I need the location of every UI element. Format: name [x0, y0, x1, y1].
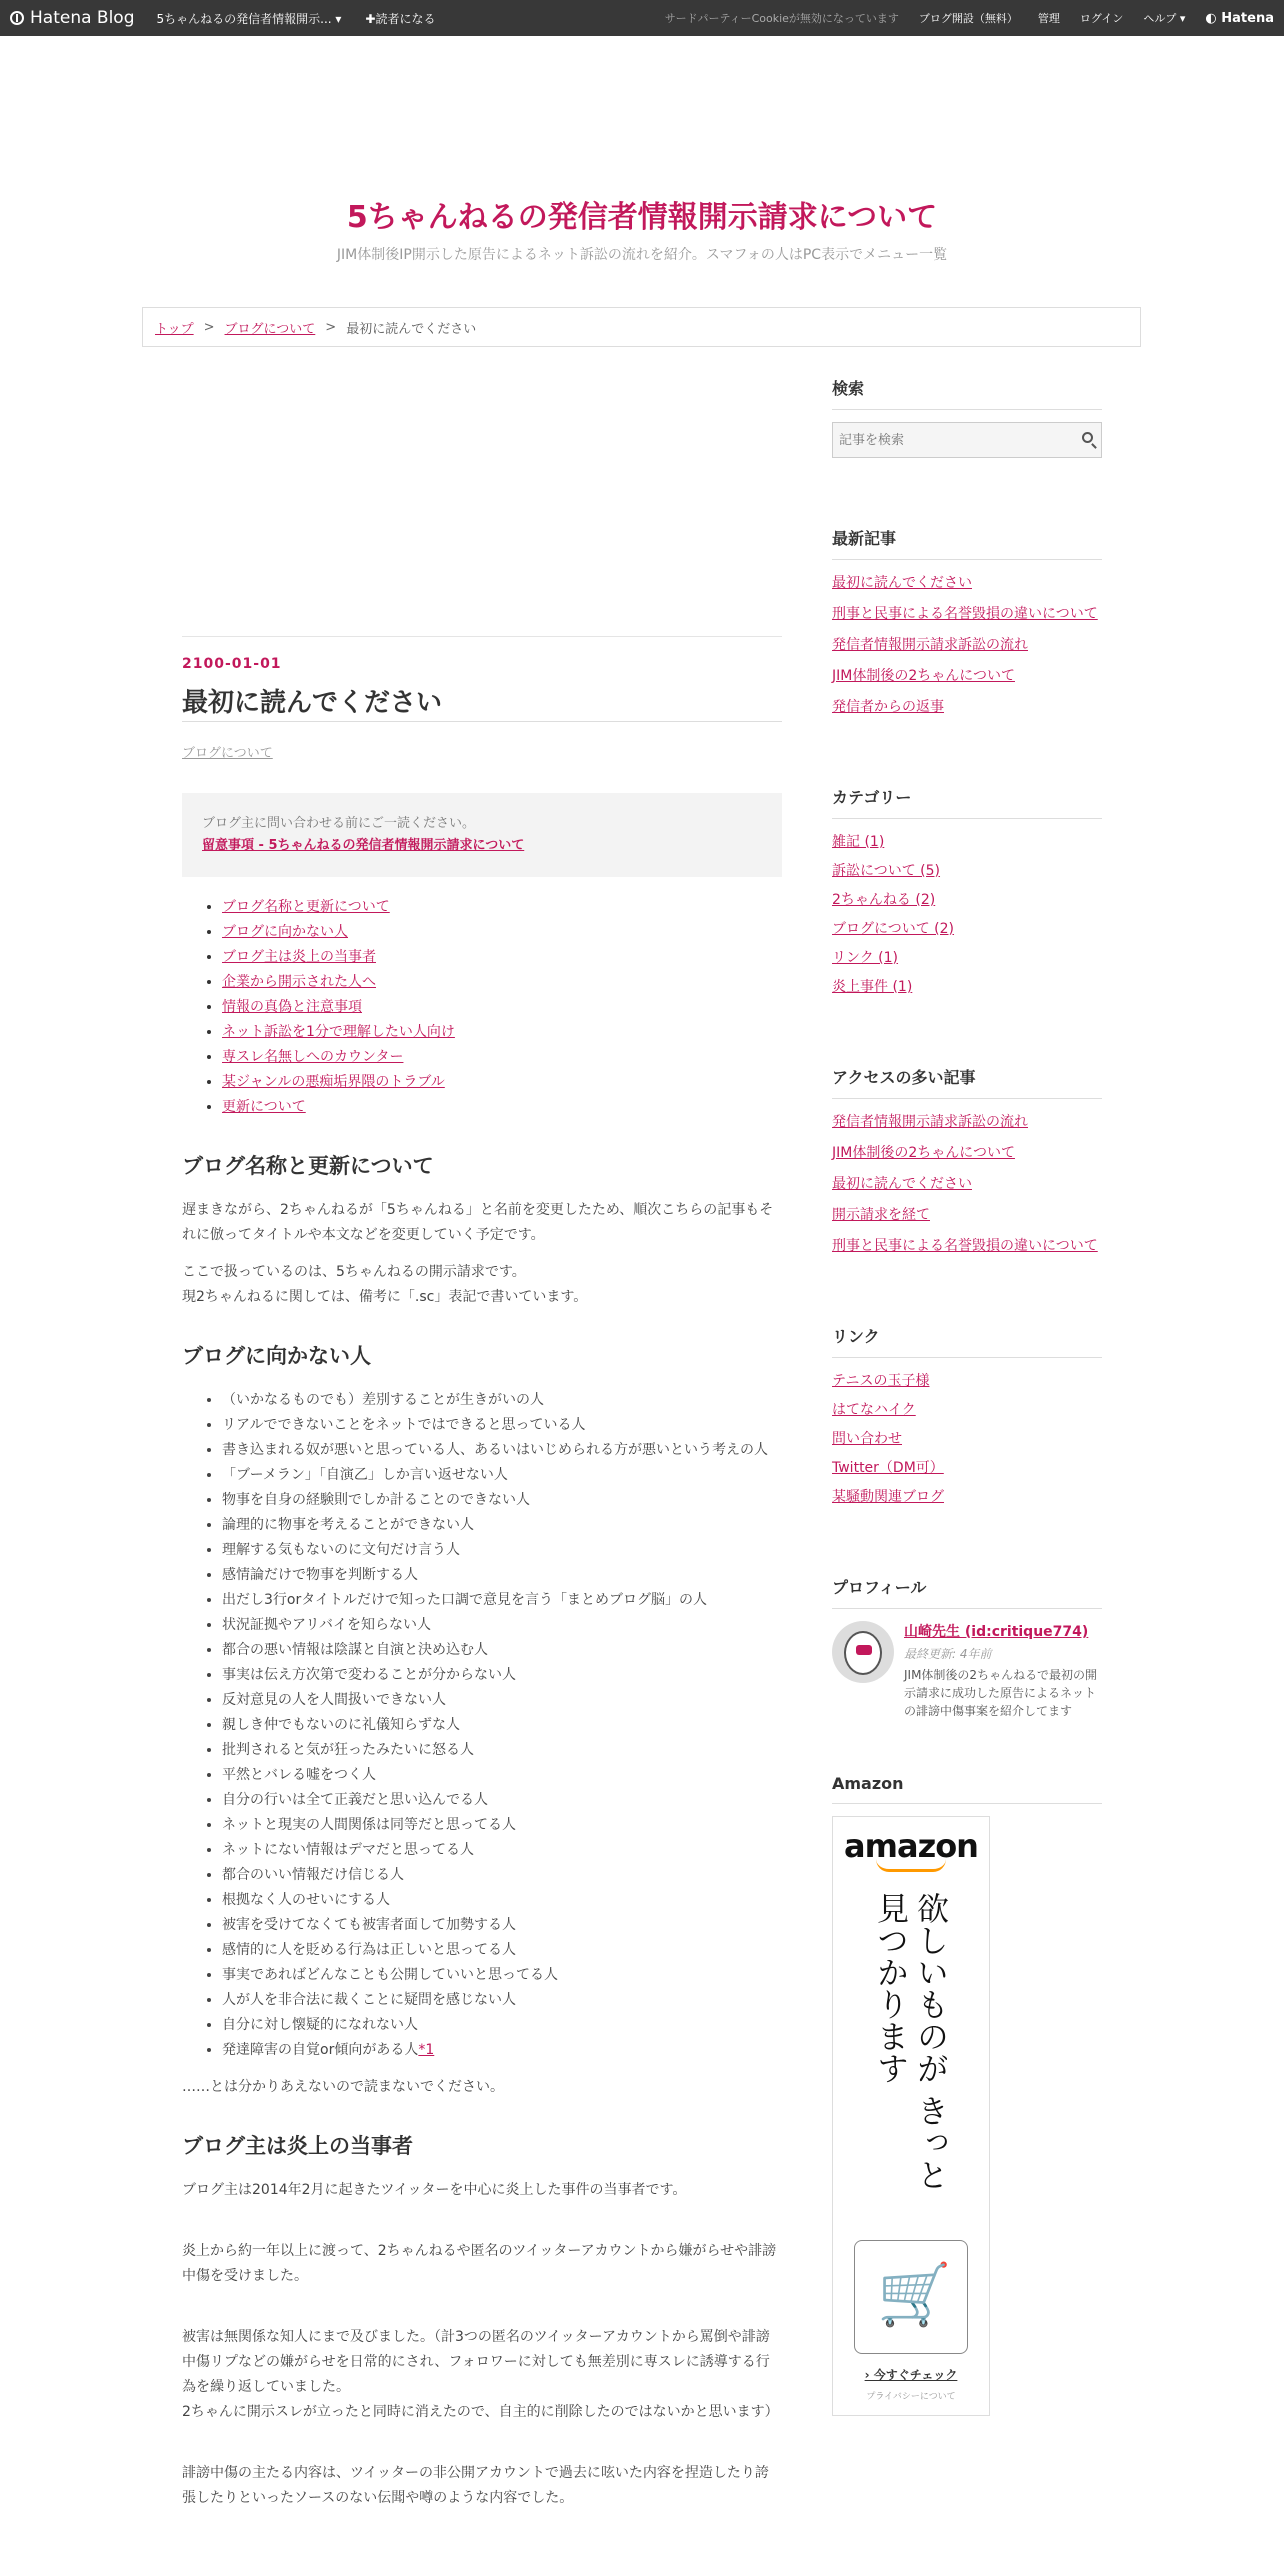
- external-link[interactable]: 問い合わせ: [832, 1431, 902, 1447]
- paragraph: ……とは分かりあえないので読まないでください。: [182, 2079, 504, 2095]
- module-title: Amazon: [832, 1774, 1102, 1804]
- toc-item: [222, 945, 782, 970]
- module-title: アクセスの多い記事: [832, 1065, 1102, 1099]
- popular-entry-link[interactable]: 最初に読んでください: [832, 1176, 972, 1192]
- notice-link[interactable]: 留意事項 - 5ちゃんねるの発信者情報開示請求について: [202, 838, 525, 853]
- cart-icon: [854, 2240, 968, 2354]
- hatena-blog-logo[interactable]: Hatena Blog: [10, 8, 135, 28]
- list-item: [832, 1235, 1102, 1258]
- recent-entry-link[interactable]: 刑事と民事による名誉毀損の違いについて: [832, 606, 1098, 622]
- search-input[interactable]: [833, 424, 1061, 456]
- category-link[interactable]: 訴訟について (5): [832, 863, 941, 879]
- blog-header: [0, 36, 1284, 263]
- blog-description: JIM体制後IP開示した原告によるネット訴訟の流れを紹介。スマフォの人はPC表示でメニュー一覧: [336, 247, 948, 263]
- toc-link[interactable]: 某ジャンルの悪痴垢界隈のトラブル: [222, 1074, 445, 1090]
- search-box: [832, 422, 1102, 458]
- list-item: • 事実は伝え方次第で変わることが分からない人: [222, 1663, 782, 1688]
- profile-description: JIM体制後の2ちゃんねるで最初の開示請求に成功した原告によるネットの誹謗中傷事案を紹介してます: [904, 1668, 1097, 1718]
- login-link[interactable]: ログイン: [1079, 12, 1124, 25]
- category-link[interactable]: リンク (1): [832, 950, 899, 966]
- list-item: • 物事を自身の経験則でしか計ることのできない人: [222, 1488, 782, 1513]
- list-item: • リアルでできないことをネットではできると思っている人: [222, 1413, 782, 1438]
- toc-link[interactable]: 専スレ名無しへのカウンター: [222, 1049, 404, 1065]
- profile-updated: 最終更新: 4年前: [904, 1647, 992, 1661]
- list-item: • 被害を受けてなくても被害者面して加勢する人: [222, 1913, 782, 1938]
- profile-card: [832, 1621, 1102, 1720]
- blog-menu-dropdown[interactable]: 5ちゃんねるの発信者情報開示... ▾: [156, 11, 342, 26]
- profile-module: [832, 1575, 1102, 1720]
- list-item: [832, 634, 1102, 657]
- toc-item: [222, 895, 782, 920]
- list-item: [832, 831, 1102, 854]
- list-item: • 都合の悪い情報は陰謀と自演と決め込む人: [222, 1638, 782, 1663]
- list-item: • 親しき仲でもないのに礼儀知らずな人: [222, 1713, 782, 1738]
- breadcrumb-separator: >: [325, 319, 337, 335]
- external-link[interactable]: テニスの玉子様: [832, 1373, 930, 1389]
- list-item: • 根拠なく人のせいにする人: [222, 1888, 782, 1913]
- list-item: [832, 947, 1102, 970]
- search-module: [832, 376, 1102, 458]
- list-item: • ネットにない情報はデマだと思ってる人: [222, 1838, 782, 1863]
- popular-entries-module: [832, 1065, 1102, 1258]
- list-item: [832, 1370, 1102, 1393]
- blog-title-link[interactable]: 5ちゃんねるの発信者情報開示請求について: [346, 200, 938, 235]
- list-item: [832, 889, 1102, 912]
- list-item: • 事実であればどんなことも公開していいと思ってる人: [222, 1963, 782, 1988]
- list-item: • 発達障害の自覚or傾向がある人*1: [222, 2038, 782, 2063]
- paragraph: 誹謗中傷の主たる内容は、ツイッターの非公開アカウントで過去に呟いた内容を捏造したり誇張したりといったソースのない伝聞や噂のような内容でした。: [182, 2465, 769, 2506]
- popular-entry-link[interactable]: JIM体制後の2ちゃんについて: [832, 1145, 1015, 1161]
- amazon-logo: amazon: [844, 1827, 978, 1865]
- list-item: [832, 1428, 1102, 1451]
- list-item: • 「ブーメラン」「自演乙」しか言い返せない人: [222, 1463, 782, 1488]
- list-item: [832, 572, 1102, 595]
- list-item: • 理解する気もないのに文句だけ言う人: [222, 1538, 782, 1563]
- recent-entry-link[interactable]: JIM体制後の2ちゃんについて: [832, 668, 1015, 684]
- list-item: [832, 696, 1102, 719]
- toc-item: [222, 1095, 782, 1120]
- entry-article: [182, 620, 782, 2523]
- toc-item: [222, 1045, 782, 1070]
- external-link[interactable]: はてなハイク: [832, 1402, 916, 1418]
- unsuitable-list: [182, 1388, 782, 2063]
- breadcrumb: [142, 307, 1141, 347]
- category-link[interactable]: 炎上事件 (1): [832, 979, 913, 995]
- list-item: [832, 1486, 1102, 1509]
- list-item: • 批判されると気が狂ったみたいに怒る人: [222, 1738, 782, 1763]
- notice-box: [182, 793, 782, 877]
- recent-list: [832, 572, 1102, 719]
- amazon-tagline: 欲しいものが きっと見つかります: [872, 1892, 950, 2191]
- recent-entries-module: [832, 526, 1102, 719]
- list-item: • （いかなるものでも）差別することが生きがいの人: [222, 1388, 782, 1413]
- links-list: [832, 1370, 1102, 1509]
- list-item: [832, 918, 1102, 941]
- list-item: [832, 1204, 1102, 1227]
- list-item: • 感情的に人を貶める行為は正しいと思ってる人: [222, 1938, 782, 1963]
- amazon-ad[interactable]: [832, 1816, 990, 2416]
- list-item: [832, 603, 1102, 626]
- list-item: [832, 860, 1102, 883]
- popular-entry-link[interactable]: 発信者情報開示請求訴訟の流れ: [832, 1114, 1028, 1130]
- paragraph: 被害は無関係な知人にまで及びました。（計3つの匿名のツイッターアカウントから罵倒や誹謗中傷リプなどの嫌がらせを日常的にされ、フォロワーに対しても無差別に専スレに誘導する行為を繰り返していました。 2ちゃんに開示スレが立ったと同時に消えたので、自主的に削除したのではないかと思います）: [182, 2329, 779, 2420]
- list-item: [832, 1457, 1102, 1480]
- open-blog-link[interactable]: ブログ開設（無料）: [918, 12, 1018, 25]
- recent-entry-link[interactable]: 発信者情報開示請求訴訟の流れ: [832, 637, 1028, 653]
- recent-entry-link[interactable]: 発信者からの返事: [832, 699, 944, 715]
- category-module: [832, 785, 1102, 999]
- popular-entry-link[interactable]: 刑事と民事による名誉毀損の違いについて: [832, 1238, 1098, 1254]
- entry-category-link[interactable]: ブログについて: [182, 746, 273, 761]
- external-link[interactable]: 某騒動関連ブログ: [832, 1489, 944, 1505]
- footnote-link[interactable]: *1: [418, 2042, 435, 2058]
- recent-entry-link[interactable]: 最初に読んでください: [832, 575, 972, 591]
- entry-category: [182, 742, 273, 761]
- help-dropdown[interactable]: ヘルプ ▾: [1143, 12, 1186, 25]
- list-item: • 人が人を非合法に裁くことに疑問を感じない人: [222, 1988, 782, 2013]
- module-title: プロフィール: [832, 1575, 1102, 1609]
- subscribe-button[interactable]: ✚読者になる: [365, 11, 436, 26]
- links-module: [832, 1324, 1102, 1509]
- category-link[interactable]: 雑記 (1): [832, 834, 885, 850]
- notice-text: ブログ主に問い合わせる前にご一読ください。: [202, 816, 476, 831]
- avatar[interactable]: [832, 1621, 894, 1683]
- entry-title[interactable]: 最初に読んでください: [182, 682, 782, 722]
- hatena-logo-icon: [10, 11, 24, 25]
- toc-item: [222, 995, 782, 1020]
- category-list: [832, 831, 1102, 999]
- paragraph: ここで扱っているのは、5ちゃんねるの開示請求です。 現2ちゃんねるに関しては、備考に「.sc」表記で書いています。: [182, 1264, 588, 1305]
- breadcrumb-category-link[interactable]: ブログについて: [224, 321, 316, 337]
- paragraph: ブログ主は2014年2月に起きたツイッターを中心に炎上した事件の当事者です。: [182, 2182, 687, 2198]
- cookie-notice[interactable]: サードパーティーCookieが無効になっています: [664, 12, 899, 25]
- popular-entry-link[interactable]: 開示請求を経て: [832, 1207, 930, 1223]
- amazon-privacy-link[interactable]: プライバシーについて: [866, 2392, 956, 2402]
- module-title: 最新記事: [832, 526, 1102, 560]
- toc-link[interactable]: ネット訴訟を1分で理解したい人向け: [222, 1024, 455, 1040]
- toc-item: [222, 1070, 782, 1095]
- module-title: 検索: [832, 376, 1102, 410]
- list-item: • ネットと現実の人間関係は同等だと思ってる人: [222, 1813, 782, 1838]
- paragraph: 遅まきながら、2ちゃんねるが「5ちゃんねる」と名前を変更したため、順次こちらの記事もそれに倣ってタイトルや本文などを変更していく予定です。: [182, 1202, 774, 1243]
- list-item: • 反対意見の人を人間扱いできない人: [222, 1688, 782, 1713]
- section-heading: ブログ名称と更新について: [182, 1154, 434, 1178]
- list-item: • 都合のいい情報だけ信じる人: [222, 1863, 782, 1888]
- profile-name-link[interactable]: 山崎先生 (id:critique774): [904, 1624, 1089, 1640]
- toc-link[interactable]: ブログ主は炎上の当事者: [222, 949, 376, 965]
- amazon-module: [832, 1774, 1102, 2416]
- list-item: • 感情論だけで物事を判断する人: [222, 1563, 782, 1588]
- list-item: [832, 665, 1102, 688]
- section-heading: ブログに向かない人: [182, 1344, 371, 1368]
- module-title: カテゴリー: [832, 785, 1102, 819]
- toc-item: [222, 920, 782, 945]
- external-link[interactable]: Twitter（DM可）: [832, 1460, 944, 1476]
- toc-link[interactable]: ブログ名称と更新について: [222, 899, 390, 915]
- list-item: [832, 1173, 1102, 1196]
- toc-link[interactable]: 企業から開示された人へ: [222, 974, 376, 990]
- list-item: [832, 1111, 1102, 1134]
- toc-item: [222, 1020, 782, 1045]
- breadcrumb-current: 最初に読んでください: [346, 321, 477, 337]
- section-heading: ブログ主は炎上の当事者: [182, 2134, 413, 2158]
- table-of-contents: [182, 895, 782, 1120]
- list-item: • 自分の行いは全て正義だと思い込んでる人: [222, 1788, 782, 1813]
- list-item: • 論理的に物事を考えることができない人: [222, 1513, 782, 1538]
- toc-link[interactable]: ブログに向かない人: [222, 924, 348, 940]
- list-item: • 書き込まれる奴が悪いと思っている人、あるいはいじめられる方が悪いという考えの人: [222, 1438, 782, 1463]
- hatena-brand-link[interactable]: ◐ Hatena: [1205, 10, 1274, 26]
- list-item: [832, 1142, 1102, 1165]
- toc-link[interactable]: 情報の真偽と注意事項: [222, 999, 362, 1015]
- list-item: • 出だし3行orタイトルだけで知った口調で意見を言う「まとめブログ脳」の人: [222, 1588, 782, 1613]
- manage-link[interactable]: 管理: [1037, 12, 1060, 25]
- toc-item: [222, 970, 782, 995]
- amazon-check-button[interactable]: › 今すぐチェック: [864, 2368, 958, 2382]
- list-item: • 自分に対し懐疑的になれない人: [222, 2013, 782, 2038]
- paragraph: 炎上から約一年以上に渡って、2ちゃんねるや匿名のツイッターアカウントから嫌がらせや誹謗中傷を受けました。: [182, 2243, 777, 2284]
- category-link[interactable]: ブログについて (2): [832, 921, 955, 937]
- list-item: • 状況証拠やアリバイを知らない人: [222, 1613, 782, 1638]
- list-item: • 平然とバレる嘘をつく人: [222, 1763, 782, 1788]
- global-header: [0, 0, 1284, 36]
- popular-list: [832, 1111, 1102, 1258]
- module-title: リンク: [832, 1324, 1102, 1358]
- search-icon[interactable]: [1082, 432, 1093, 443]
- toc-link[interactable]: 更新について: [222, 1099, 306, 1115]
- list-item: [832, 1399, 1102, 1422]
- list-item: [832, 976, 1102, 999]
- category-link[interactable]: 2ちゃんねる (2): [832, 892, 936, 908]
- breadcrumb-top-link[interactable]: トップ: [155, 321, 194, 337]
- entry-date[interactable]: 2100-01-01: [182, 656, 282, 672]
- breadcrumb-separator: >: [203, 319, 215, 335]
- sidebar: [832, 376, 1102, 2416]
